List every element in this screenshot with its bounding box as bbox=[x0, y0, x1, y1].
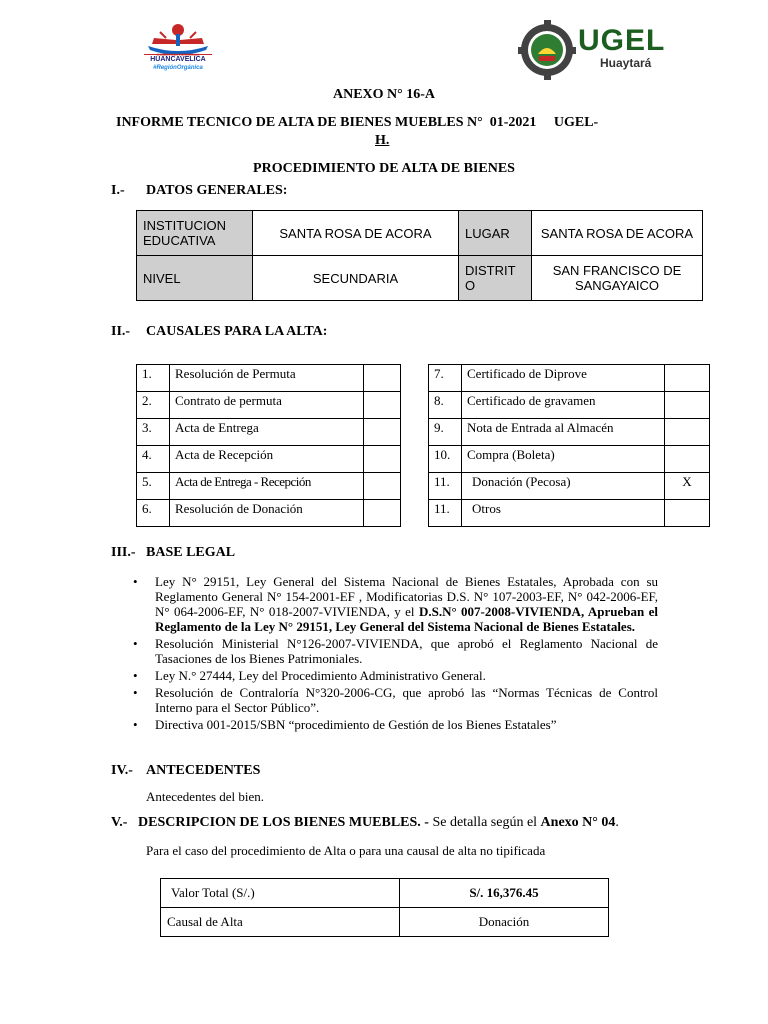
annex-title: ANEXO N° 16-A bbox=[332, 87, 436, 102]
legal-basis-bold-text: D.S.N° 007-2008-VIVIENDA, Aprueban el Reglamento de la Ley N° 29151, Ley General del Sistema Nacional de Bienes Estatales. bbox=[155, 604, 659, 634]
legal-basis-item bbox=[133, 636, 658, 666]
causes-table-right bbox=[428, 364, 710, 527]
institution-label: INSTITUCION EDUCATIVA bbox=[137, 211, 253, 256]
cause-label: Resolución de Permuta bbox=[170, 365, 364, 392]
cause-row bbox=[429, 392, 710, 419]
total-value-label: Valor Total (S/.) bbox=[161, 879, 400, 908]
report-title-line-1: INFORME TECNICO DE ALTA DE BIENES MUEBLES N° 01-2021 UGEL- bbox=[116, 115, 599, 130]
cause-label: Donación (Pecosa) bbox=[462, 473, 665, 500]
cause-label: Resolución de Donación bbox=[170, 500, 364, 527]
cause-checkbox[interactable] bbox=[665, 500, 710, 527]
value-row bbox=[161, 908, 609, 937]
legal-basis-list bbox=[133, 574, 658, 734]
institution-value: SANTA ROSA DE ACORA bbox=[253, 211, 459, 256]
cause-row bbox=[137, 446, 401, 473]
cause-checkbox[interactable] bbox=[665, 392, 710, 419]
section-5-number: V.- bbox=[111, 815, 128, 830]
bullet-icon: • bbox=[133, 668, 138, 683]
ugel-logo-title: UGEL bbox=[578, 24, 666, 57]
cause-number: 10. bbox=[429, 446, 462, 473]
section-2-title: CAUSALES PARA LA ALTA: bbox=[146, 324, 328, 339]
general-data-row bbox=[137, 211, 703, 256]
cause-number: 2. bbox=[137, 392, 170, 419]
cause-number: 3. bbox=[137, 419, 170, 446]
place-value: SANTA ROSA DE ACORA bbox=[532, 211, 703, 256]
bullet-icon: • bbox=[133, 717, 138, 732]
ugel-logo bbox=[518, 20, 693, 80]
cause-value: Donación bbox=[400, 908, 609, 937]
section-4-number: IV.- bbox=[111, 763, 133, 778]
cause-checkbox[interactable] bbox=[665, 446, 710, 473]
legal-basis-item bbox=[133, 717, 658, 732]
cause-number: 7. bbox=[429, 365, 462, 392]
cause-checkbox[interactable] bbox=[364, 392, 401, 419]
legal-basis-text: Directiva 001-2015/SBN “procedimiento de Gestión de los Bienes Estatales” bbox=[155, 717, 557, 732]
cause-checkbox[interactable] bbox=[364, 365, 401, 392]
section-1-number: I.- bbox=[111, 183, 125, 198]
cause-number: 4. bbox=[137, 446, 170, 473]
section-5-text-end: . bbox=[615, 815, 619, 830]
cause-row bbox=[137, 392, 401, 419]
cause-row bbox=[429, 473, 710, 500]
section-5-note: Para el caso del procedimiento de Alta o para una causal de alta no tipificada bbox=[146, 843, 546, 858]
cause-row bbox=[137, 500, 401, 527]
cause-number: 9. bbox=[429, 419, 462, 446]
cause-checkbox[interactable] bbox=[364, 419, 401, 446]
causes-table-left bbox=[136, 364, 401, 527]
legal-basis-text: Resolución de Contraloría N°320-2006-CG, que aprobó las “Normas Técnicas de Control Interno para el Sector Público”. bbox=[155, 685, 658, 715]
bullet-icon: • bbox=[133, 685, 138, 700]
logo-line-1: GOBIERNO REGIONAL bbox=[156, 52, 200, 57]
cause-row bbox=[137, 473, 401, 500]
cause-label: Acta de Entrega - Recepción bbox=[170, 473, 364, 500]
cause-label: Nota de Entrada al Almacén bbox=[462, 419, 665, 446]
district-label: DISTRITO bbox=[459, 256, 532, 301]
cause-label: Otros bbox=[462, 500, 665, 527]
cause-label: Compra (Boleta) bbox=[462, 446, 665, 473]
bullet-icon: • bbox=[133, 636, 138, 651]
cause-label: Contrato de permuta bbox=[170, 392, 364, 419]
section-5-heading bbox=[138, 815, 619, 831]
report-title-line-2: H. bbox=[375, 133, 390, 148]
logo-line-2: HUANCAVELICA bbox=[150, 56, 206, 63]
cause-checkbox[interactable] bbox=[364, 500, 401, 527]
cause-row bbox=[429, 500, 710, 527]
cause-checkbox[interactable] bbox=[665, 419, 710, 446]
general-data-row bbox=[137, 256, 703, 301]
place-label: LUGAR bbox=[459, 211, 532, 256]
legal-basis-item bbox=[133, 685, 658, 715]
logo-line-3: #RegiónOrgánica bbox=[153, 65, 203, 71]
level-label: NIVEL bbox=[137, 256, 253, 301]
cause-row bbox=[137, 365, 401, 392]
cause-label: Acta de Entrega bbox=[170, 419, 364, 446]
level-value: SECUNDARIA bbox=[253, 256, 459, 301]
cause-number: 11. bbox=[429, 473, 462, 500]
cause-checkbox[interactable] bbox=[364, 473, 401, 500]
cause-label: Certificado de Diprove bbox=[462, 365, 665, 392]
gobierno-regional-logo bbox=[140, 20, 216, 75]
cause-checkbox[interactable] bbox=[665, 365, 710, 392]
section-4-title: ANTECEDENTES bbox=[146, 763, 261, 778]
cause-label: Causal de Alta bbox=[161, 908, 400, 937]
cause-number: 8. bbox=[429, 392, 462, 419]
cause-number: 6. bbox=[137, 500, 170, 527]
section-3-number: III.- bbox=[111, 545, 136, 560]
legal-basis-text: Ley N° 29151, Ley General del Sistema Nacional de Bienes Estatales, Aprobada con su Reglamento General N° 154-2001-EF , Modificatorias D.S. N° 107-2003-EF, N° 042-2006-EF, N° 064-2006-EF, N° 018-2007-VIVIENDA, y el bbox=[155, 574, 658, 619]
section-3-title: BASE LEGAL bbox=[146, 545, 236, 560]
legal-basis-item bbox=[133, 574, 658, 634]
annex-reference: Anexo N° 04 bbox=[540, 815, 616, 830]
legal-basis-text: Ley N.° 27444, Ley del Procedimiento Administrativo General. bbox=[155, 668, 486, 683]
district-value: SAN FRANCISCO DE SANGAYAICO bbox=[532, 256, 703, 301]
cause-number: 1. bbox=[137, 365, 170, 392]
section-2-number: II.- bbox=[111, 324, 131, 339]
section-1-title: DATOS GENERALES: bbox=[146, 183, 288, 198]
procedure-title: PROCEDIMIENTO DE ALTA DE BIENES bbox=[253, 161, 515, 176]
cause-label: Acta de Recepción bbox=[170, 446, 364, 473]
cause-label: Certificado de gravamen bbox=[462, 392, 665, 419]
value-table bbox=[160, 878, 609, 937]
legal-basis-text: Resolución Ministerial N°126-2007-VIVIENDA, que aprobó el Reglamento Nacional de Tasaciones de los Bienes Patrimoniales. bbox=[155, 636, 658, 666]
cause-row bbox=[429, 419, 710, 446]
cause-number: 11. bbox=[429, 500, 462, 527]
total-value: S/. 16,376.45 bbox=[400, 879, 609, 908]
legal-basis-item bbox=[133, 668, 658, 683]
cause-checkbox[interactable] bbox=[364, 446, 401, 473]
cause-checkbox[interactable]: X bbox=[665, 473, 710, 500]
cause-row bbox=[429, 446, 710, 473]
cause-number: 5. bbox=[137, 473, 170, 500]
section-5-text: Se detalla según el bbox=[428, 815, 541, 830]
value-row bbox=[161, 879, 609, 908]
antecedents-text: Antecedentes del bien. bbox=[146, 789, 265, 804]
section-5-title: DESCRIPCION DE LOS BIENES MUEBLES. - bbox=[138, 815, 429, 830]
ugel-logo-subtitle: Huaytará bbox=[600, 56, 652, 70]
cause-row bbox=[429, 365, 710, 392]
cause-row bbox=[137, 419, 401, 446]
bullet-icon: • bbox=[133, 574, 138, 589]
general-data-table bbox=[136, 210, 703, 301]
